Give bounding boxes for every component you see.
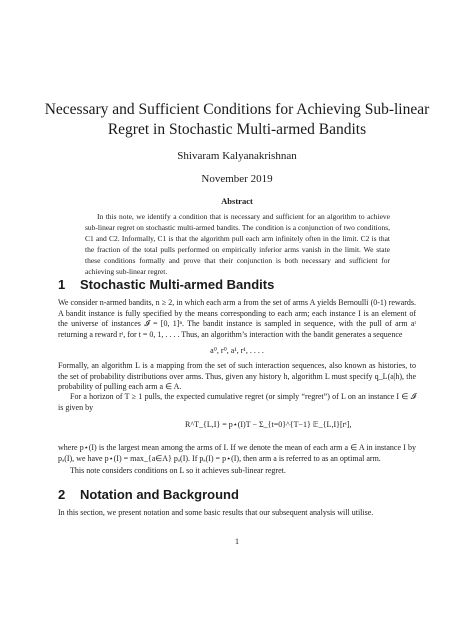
- equation-sequence: a⁰, r⁰, a¹, r¹, . . . .: [210, 346, 264, 355]
- section-2-title: Notation and Background: [80, 487, 239, 502]
- section-1-paragraph-1: We consider n-armed bandits, n ≥ 2, in which each arm a from the set of arms A yields Bernoulli (0-1) rewards. A bandit instance is fully specified by the means corresponding to each arm; each instance I is an element of the universe of instances 𝓘 = [0, 1]ⁿ. The bandit instance is sampled in sequence, with the pull of arm aᵗ returning a reward rᵗ, for t = 0, 1, . . . . Thus, an algorithm’s interaction with the bandit generates a sequence: [58, 298, 416, 339]
- section-1-title: Stochastic Multi-armed Bandits: [80, 277, 275, 292]
- section-2-number: 2: [58, 487, 66, 502]
- section-1-paragraph-2: Formally, an algorithm L is a mapping from the set of such interaction sequences, also known as histories, to the set of probability distributions over arms. Thus, given any history h, algorithm L must specify q_L(a|h), the probability of pulling each arm a ∈ A.: [58, 361, 416, 391]
- section-1-number: 1: [58, 277, 66, 292]
- page-number: 1: [235, 537, 239, 546]
- paper-title: Necessary and Sufficient Conditions for Achieving Sub-linear Regret in Stochastic Multi-armed Bandits: [44, 101, 430, 138]
- section-1-heading: [58, 277, 274, 292]
- equation-regret: R^T_{L,I} = p⋆(I)T − Σ_{t=0}^{T−1} 𝔼_{L,I}[rᵗ],: [185, 420, 352, 429]
- section-2-paragraph-1: In this section, we present notation and some basic results that our subsequent analysis will utilise.: [58, 508, 374, 517]
- abstract-heading: Abstract: [221, 196, 253, 206]
- author-name: Shivaram Kalyanakrishnan: [177, 150, 297, 162]
- paper-date: November 2019: [201, 173, 273, 185]
- section-2-heading: [58, 487, 239, 502]
- section-1-paragraph-5: This note considers conditions on L so it achieves sub-linear regret.: [70, 466, 286, 475]
- abstract-text: In this note, we identify a condition that is necessary and sufficient for an algorithm to achieve sub-linear regret on stochastic multi-armed bandits. The condition is a conjunction of two conditions, C1 and C2. Informally, C1 is that the algorithm pull each arm infinitely often in the limit. C2 is that the fraction of the total pulls performed on empirically inferior arms vanish in the limit. We state these conditions formally and prove that their conjunction is both necessary and sufficient for achieving sub-linear regret.: [85, 212, 390, 276]
- section-1-paragraph-3: For a horizon of T ≥ 1 pulls, the expected cumulative regret (or simply “regret”) of L on an instance I ∈ 𝓘 is given by: [58, 392, 416, 412]
- section-1-paragraph-4: where p⋆(I) is the largest mean among the arms of I. If we denote the mean of each arm a ∈ A in instance I by pₐ(I), we have p⋆(I) = max_{a∈A} pₐ(I). If pₐ(I) = p⋆(I), then arm a is referred to as an optimal arm.: [58, 443, 416, 463]
